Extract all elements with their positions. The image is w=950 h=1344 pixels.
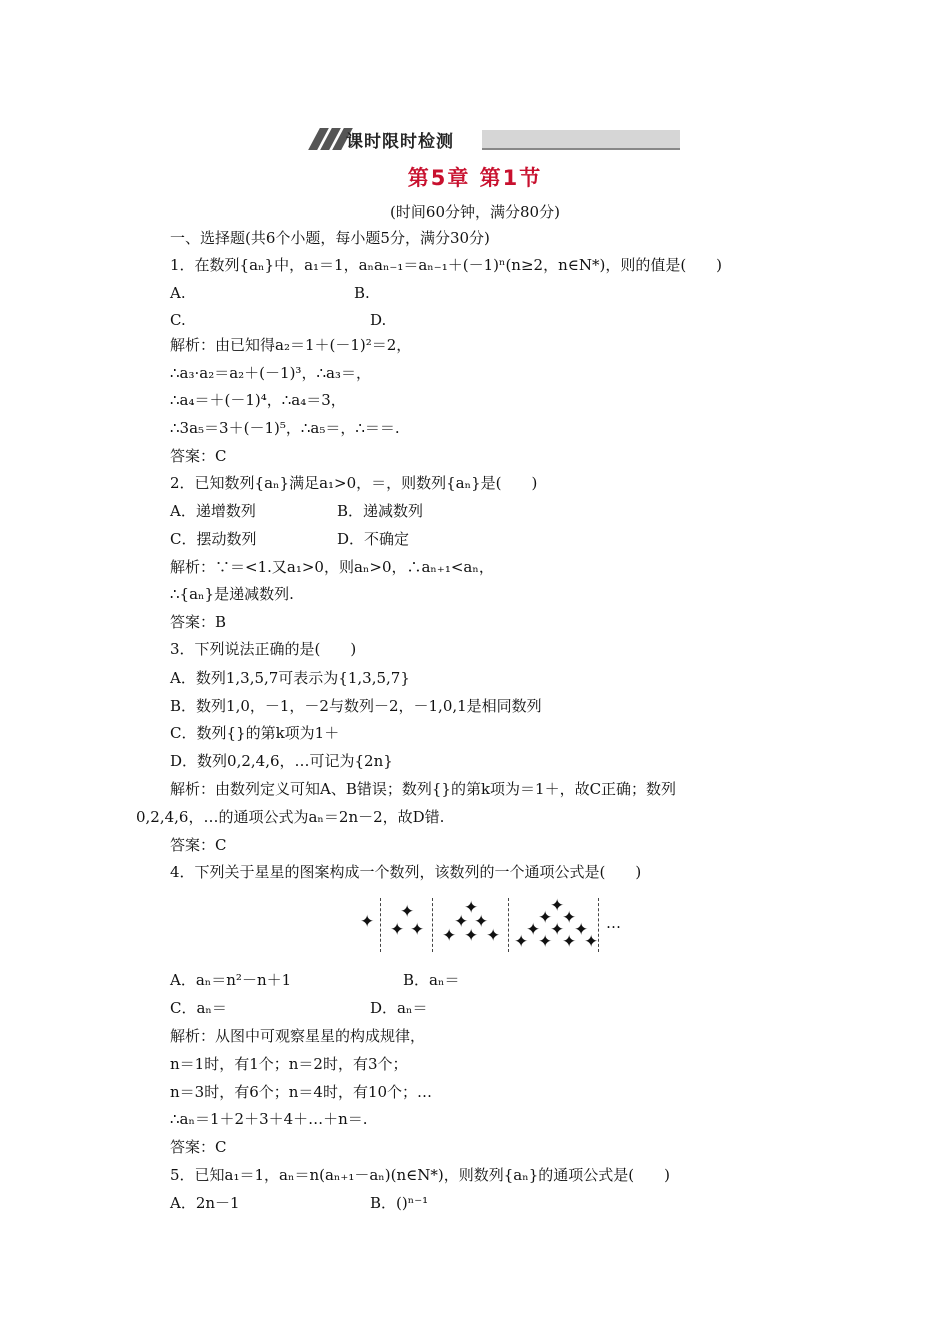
figure-divider [598,898,599,952]
q5-option-b: B．()ⁿ⁻¹ [370,1194,429,1212]
figure-divider [380,898,381,952]
q2-option-c: C．摆动数列 [170,530,257,548]
chapter-title: 第5章 第1节 [407,166,543,190]
star-icon: ✦ [538,908,553,928]
q4-answer: 答案：C [170,1138,227,1156]
q3-option-b: B．数列1,0，－1，－2与数列－2，－1,0,1是相同数列 [170,697,542,715]
star-icon: ✦ [526,920,541,940]
q1-option-b: B. [354,284,370,302]
star-icon: ✦ [550,920,565,940]
q1-answer: 答案：C [170,447,227,465]
time-info: (时间60分钟，满分80分) [390,203,560,221]
q1-option-c: C. [170,311,186,329]
star-icon: ✦ [454,912,469,932]
star-icon: ✦ [550,896,565,916]
star-icon: ✦ [562,932,577,952]
q2-solution-line: 解析：∵＝<1.又a₁>0，则aₙ>0，∴aₙ₊₁<aₙ， [170,558,494,576]
star-icon: ✦ [562,908,577,928]
q4-option-d: D．aₙ＝ [370,999,428,1017]
q3-option-d: D．数列0,2,4,6，…可记为{2n} [170,752,393,770]
q1-solution-line: ∴3a₅＝3＋(－1)⁵，∴a₅＝，∴＝＝. [170,419,400,437]
star-icon: ✦ [474,912,489,932]
star-icon: ✦ [486,926,501,946]
q2-solution-line: ∴{aₙ}是递减数列. [170,585,294,603]
star-icon: ✦ [390,920,405,940]
banner-stripes-icon [310,128,350,150]
q2-option-b: B．递减数列 [337,502,424,520]
star-icon: ✦ [464,898,479,918]
star-icon: ✦ [410,920,425,940]
banner-title: 课时限时检测 [346,132,454,152]
q1-option-a: A. [170,284,186,302]
stars-figure [358,898,628,956]
q4-stem: 4．下列关于星星的图案构成一个数列，该数列的一个通项公式是( ) [170,863,642,881]
q2-option-d: D．不确定 [337,530,410,548]
star-icon: ✦ [538,932,553,952]
star-icon: ✦ [442,926,457,946]
q2-answer: 答案：B [170,613,227,631]
banner-bar [482,130,680,150]
q3-option-a: A．数列1,3,5,7可表示为{1,3,5,7} [170,669,410,687]
q4-solution-line: 解析：从图中可观察星星的构成规律， [170,1027,426,1045]
figure-divider [432,898,433,952]
star-icon: ✦ [574,920,589,940]
q4-solution-line: n＝1时，有1个；n＝2时，有3个； [170,1055,408,1073]
section-heading: 一、选择题(共6个小题，每小题5分，满分30分) [170,229,490,247]
q4-option-c: C．aₙ＝ [170,999,227,1017]
figure-ellipsis: … [606,914,621,932]
q5-option-a: A．2n－1 [170,1194,240,1212]
star-icon: ✦ [360,912,375,932]
q1-stem: 1．在数列{aₙ}中，a₁＝1，aₙaₙ₋₁＝aₙ₋₁＋(－1)ⁿ(n≥2，n∈N*)，则的值是( ) [170,256,723,274]
q1-solution-line: ∴a₄＝＋(－1)⁴，∴a₄＝3， [170,391,346,409]
q4-solution-line: ∴aₙ＝1＋2＋3＋4＋…＋n＝. [170,1110,368,1128]
q3-option-c: C．数列{}的第k项为1＋ [170,724,340,742]
q3-solution-line: 0,2,4,6，…的通项公式为aₙ＝2n－2，故D错. [136,808,445,826]
figure-divider [508,898,509,952]
section-banner [310,128,680,150]
q2-option-a: A．递增数列 [170,502,256,520]
q3-solution-line: 解析：由数列定义可知A、B错误；数列{}的第k项为＝1＋，故C正确；数列 [170,780,677,798]
q1-option-d: D. [370,311,387,329]
star-icon: ✦ [584,932,599,952]
q1-solution-line: 解析：由已知得a₂＝1＋(－1)²＝2， [170,336,412,354]
q4-option-a: A．aₙ＝n²－n＋1 [170,971,292,989]
q4-solution-line: n＝3时，有6个；n＝4时，有10个；… [170,1083,433,1101]
q1-solution-line: ∴a₃·a₂＝a₂＋(－1)³，∴a₃＝， [170,364,371,382]
star-icon: ✦ [514,932,529,952]
q3-answer: 答案：C [170,836,227,854]
q3-stem: 3．下列说法正确的是( ) [170,640,357,658]
q2-stem: 2．已知数列{aₙ}满足a₁>0，＝，则数列{aₙ}是( ) [170,474,538,492]
star-icon: ✦ [400,902,415,922]
q4-option-b: B．aₙ＝ [403,971,460,989]
star-icon: ✦ [464,926,479,946]
q5-stem: 5．已知a₁＝1，aₙ＝n(aₙ₊₁－aₙ)(n∈N*)，则数列{aₙ}的通项公式是( ) [170,1166,670,1184]
